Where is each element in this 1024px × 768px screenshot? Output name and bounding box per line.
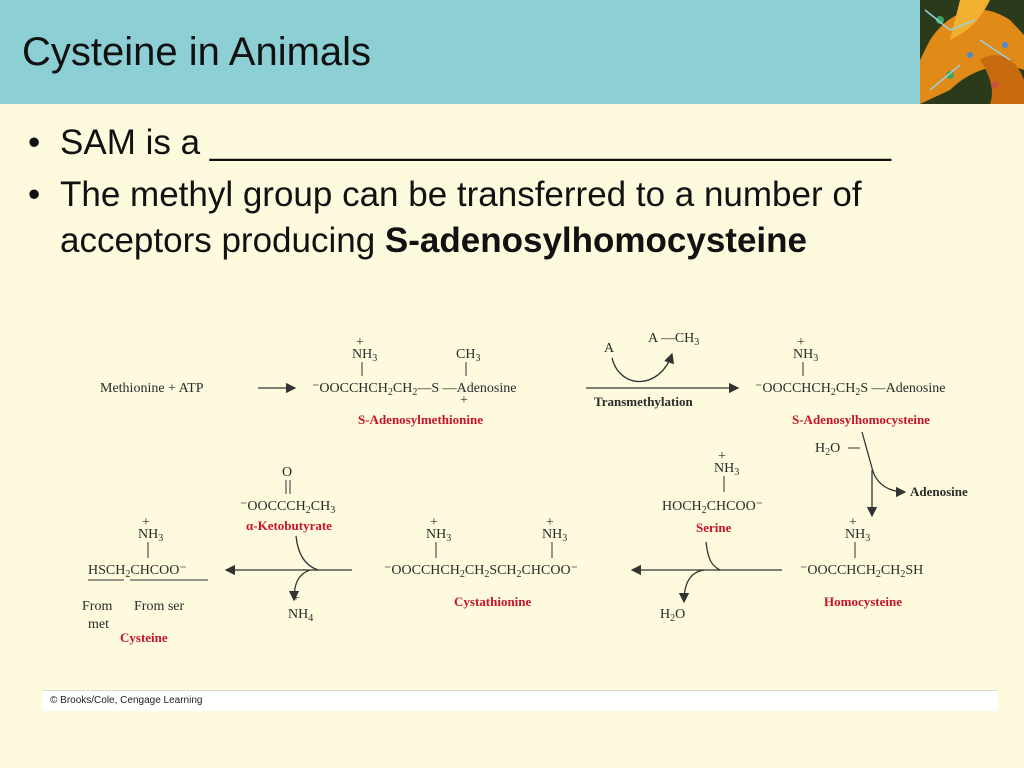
cleavage-step	[226, 536, 352, 624]
bullet-bold-term: S-adenosylhomocysteine	[384, 221, 807, 260]
svg-text:From ser: From ser	[134, 599, 185, 614]
condensation-step	[632, 542, 782, 624]
svg-text:+: +	[292, 591, 300, 606]
svg-text:⁻OOCCHCH2CH2S —Adenosine: $^-OOCCHCH_2CH_2S$ —Adenosine	[755, 381, 946, 398]
sah-structure	[755, 335, 945, 398]
cysteine-structure	[82, 515, 208, 632]
svg-text:A: A	[604, 341, 615, 356]
homocysteine-name: Homocysteine	[824, 594, 902, 609]
methionine-atp-label: Methionine + ATP	[100, 381, 204, 396]
svg-text:NH3: $NH_3$	[352, 347, 378, 364]
svg-text:Adenosine: Adenosine	[910, 484, 968, 499]
svg-text:⁻OOCCHCH2CH2SH: $^-OOCCHCH_2CH_2SH$	[800, 563, 924, 580]
svg-text:A —CH3: A $—CH_3$	[648, 331, 700, 348]
svg-text:H2O: $H_2O$	[660, 607, 686, 624]
svg-text:⁻OOCCHCH2CH2—S —Adenosine: $^-OOCCHCH_2CH_2—S$ —Adenosine	[312, 381, 517, 398]
svg-text:NH3: $NH_3$	[138, 527, 164, 544]
bullet-dot: •	[28, 123, 41, 162]
svg-text:Transmethylation: Transmethylation	[594, 394, 693, 409]
svg-text:From: From	[82, 599, 113, 614]
ketobutyrate-structure	[240, 465, 335, 516]
cysteine-name: Cysteine	[120, 630, 168, 645]
svg-text:+: +	[849, 515, 857, 530]
decorative-molecule-image	[920, 0, 1024, 104]
sam-structure	[312, 335, 516, 408]
svg-text:HSCH2CHCOO⁻: $HSCH_2CHCOO^-$	[88, 563, 187, 580]
homocysteine-structure	[800, 515, 923, 580]
bullet-list	[22, 120, 1012, 270]
serine-name: Serine	[696, 520, 732, 535]
svg-text:NH3: $NH_3$	[845, 527, 871, 544]
svg-text:NH4: $NH_4$	[288, 607, 314, 624]
credit-bar	[42, 690, 998, 711]
svg-text:+: +	[142, 515, 150, 530]
cystathionine-structure	[384, 515, 578, 580]
svg-text:NH3: $NH_3$	[426, 527, 452, 544]
svg-text:O: O	[282, 465, 293, 480]
credit-text: © Brooks/Cole, Cengage Learning	[50, 695, 203, 706]
svg-text:CH3: $CH_3$	[456, 347, 481, 364]
svg-text:+: +	[797, 335, 805, 350]
bullet-dot: •	[28, 175, 41, 214]
title-bar	[0, 0, 1024, 104]
svg-text:+: +	[356, 335, 364, 350]
svg-text:HOCH2CHCOO⁻: $HOCH_2CHCOO^-$	[662, 499, 764, 516]
bullet-text: The methyl group can be transferred to a number of acceptors producing	[60, 175, 862, 260]
svg-text:+: +	[460, 393, 468, 408]
svg-text:NH3: $NH_3$	[714, 461, 740, 478]
svg-text:+: +	[546, 515, 554, 530]
svg-text:⁻OOCCHCH2CH2SCH2CHCOO⁻: $^-OOCCHCH_2CH_2SCH_2CHCOO^-$	[384, 563, 578, 580]
serine-structure	[662, 449, 763, 516]
hydrolysis-step	[815, 432, 968, 516]
bullet-text: SAM is a ___________________________________	[60, 123, 892, 162]
sah-name: S-Adenosylhomocysteine	[792, 412, 930, 427]
ketobutyrate-name: α-Ketobutyrate	[246, 518, 332, 533]
svg-text:+: +	[430, 515, 438, 530]
svg-text:NH3: $NH_3$	[793, 347, 819, 364]
sam-name: S-Adenosylmethionine	[358, 412, 483, 427]
transmethylation-step	[586, 331, 738, 409]
svg-text:NH3: $NH_3$	[542, 527, 568, 544]
svg-text:H2O: $H_2O$	[815, 441, 841, 458]
slide-title: Cysteine in Animals	[22, 30, 372, 74]
cysteine-pathway-diagram	[0, 320, 1024, 660]
bullet-item	[22, 172, 1012, 264]
svg-text:+: +	[718, 449, 726, 464]
bullet-item	[22, 120, 1012, 166]
cystathionine-name: Cystathionine	[454, 594, 532, 609]
svg-text:⁻OOCCCH2CH3: $^-OOCCCH_2CH_3$	[240, 499, 336, 516]
svg-text:met: met	[88, 617, 109, 632]
